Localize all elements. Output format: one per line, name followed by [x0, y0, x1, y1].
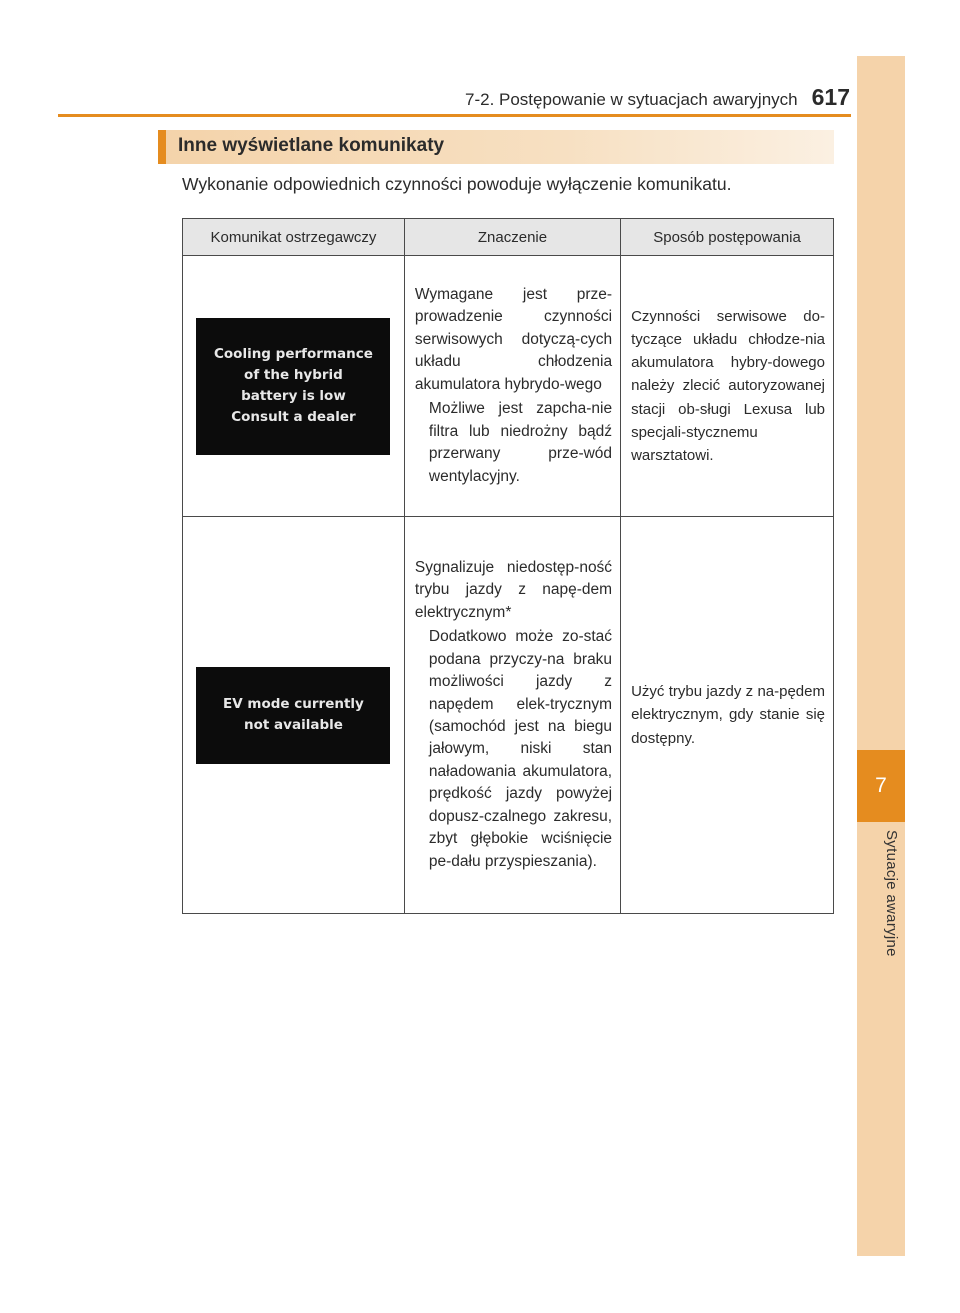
dashboard-display-image: [196, 318, 390, 455]
message-cell: [183, 256, 405, 517]
header-divider: [58, 114, 851, 117]
meaning-note: Dodatkowo może zo-stać podana przyczy-na braku możliwości jazdy z napędem elek-trycznym (samochód jest na biegu jałowym, niski stan naładowania akumulatora, prędkość jazdy powyżej dopusz-czalnego zakresu, zbyt głębokie wciśnięcie pe-dału przyspieszania).: [428, 628, 613, 870]
page-number: 617: [811, 84, 850, 110]
display-text-line: EV mode currently: [223, 696, 364, 713]
chapter-number-box: [857, 750, 905, 822]
display-text-line: of the hybrid: [244, 367, 343, 384]
dashboard-display-image: [196, 667, 390, 764]
display-text-line: Cooling performance: [213, 346, 373, 363]
meaning-cell: [404, 256, 620, 517]
chapter-number: 7: [875, 774, 887, 797]
warning-messages-table: [182, 218, 834, 914]
meaning-text: Wymagane jest prze-prowadzenie czynności serwisowych dotyczą-cych układu chłodzenia akumulatora hybrydo-wego: [414, 285, 613, 393]
section-banner: [158, 130, 834, 164]
section-banner-accent: [158, 130, 166, 164]
action-cell: Czynności serwisowe do-tyczące układu chłodze-nia akumulatora hybry-dowego należy zlecić autoryzowanej stacji ob-sługi Lexusa lub specjali-stycznemu warsztatowi.: [621, 256, 834, 517]
display-text-line: not available: [244, 717, 343, 733]
message-cell: [183, 517, 405, 914]
display-text-line: battery is low: [241, 388, 346, 404]
display-text-line: Consult a dealer: [231, 408, 356, 425]
table-row: [183, 256, 834, 517]
table-row: [183, 517, 834, 914]
section-title: Inne wyświetlane komunikaty: [178, 135, 445, 156]
chapter-side-tab: [857, 56, 905, 1256]
page-header: [380, 84, 850, 114]
column-header-message: Komunikat ostrzegawczy: [183, 219, 405, 256]
intro-paragraph: Wykonanie odpowiednich czynności powoduje wyłączenie komunikatu.: [182, 174, 732, 194]
action-cell: Użyć trybu jazdy z na-pędem elektrycznym, gdy stanie się dostępny.: [621, 517, 834, 914]
meaning-text: Sygnalizuje niedostęp-ność trybu jazdy z napę-dem elektrycznym*: [414, 558, 613, 621]
meaning-cell: [404, 517, 620, 914]
table-header-row: [183, 219, 834, 256]
column-header-action: Sposób postępowania: [621, 219, 834, 256]
chapter-title-vertical: Sytuacje awaryjne: [883, 830, 900, 957]
column-header-meaning: Znaczenie: [404, 219, 620, 256]
header-section-title: 7-2. Postępowanie w sytuacjach awaryjnych: [465, 90, 798, 109]
meaning-note: Możliwe jest zapcha-nie filtra lub niedrożny bądź przerwany prze-wód wentylacyjny.: [428, 400, 613, 485]
